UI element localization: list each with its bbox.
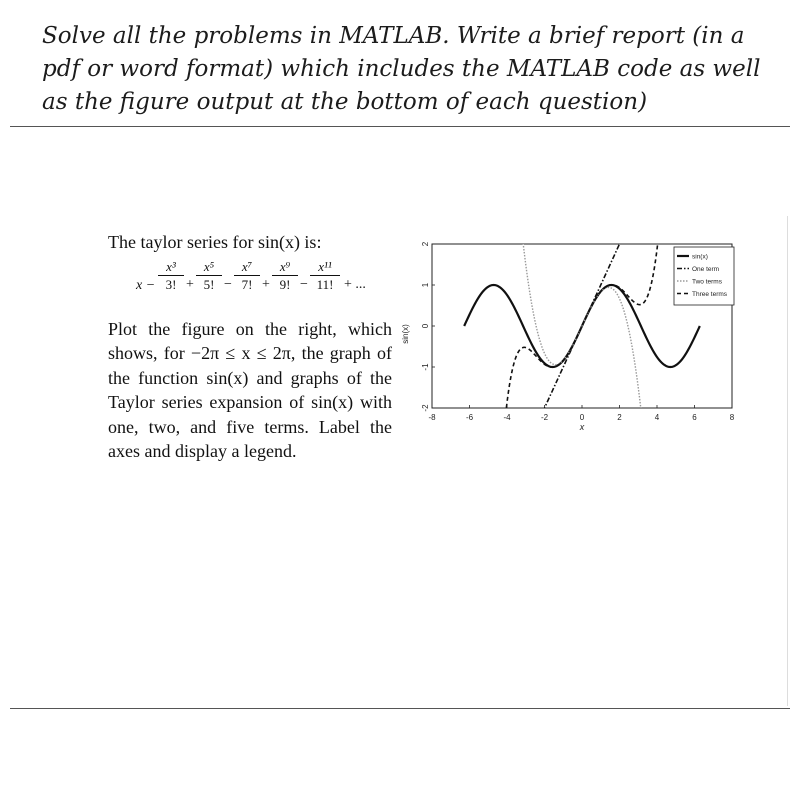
x-tick-label: -8 bbox=[428, 413, 436, 422]
bottom-divider bbox=[10, 708, 790, 709]
legend-label: Three terms bbox=[692, 291, 728, 298]
instruction-text: Solve all the problems in MATLAB. Write a brief report (in a pdf or word format) which includes the MATLAB code as well as the figure output at the bottom of each question) bbox=[42, 23, 761, 115]
problem-body: Plot the figure on the right, which shows, for −2π ≤ x ≤ 2π, the graph of the function sin(x) and graphs of the Taylor series expansion of sin(x) with one, two, and five terms. Label the axes and display a legend. bbox=[108, 318, 392, 461]
y-tick-label: -1 bbox=[421, 363, 431, 371]
x-tick-label: -2 bbox=[540, 413, 549, 422]
legend-label: One term bbox=[692, 266, 720, 273]
x-tick-label: 0 bbox=[579, 413, 585, 422]
y-tick-label: -2 bbox=[421, 404, 431, 412]
taylor-plot bbox=[398, 236, 738, 436]
x-tick-label: 6 bbox=[692, 413, 697, 422]
x-tick-label: -4 bbox=[503, 413, 511, 422]
y-tick-label: 2 bbox=[421, 241, 431, 247]
right-margin-line bbox=[787, 216, 788, 706]
problem-intro: The taylor series for sin(x) is: bbox=[108, 232, 322, 252]
legend-label: Two terms bbox=[692, 278, 722, 286]
x-tick-label: 2 bbox=[617, 413, 622, 422]
formula-term-4: $\frac{\text{x⁹}}{9!}$ bbox=[272, 259, 298, 293]
problem-block bbox=[108, 230, 392, 464]
x-tick-label: -6 bbox=[465, 413, 474, 422]
x-tick-label: 4 bbox=[654, 413, 660, 422]
top-divider bbox=[10, 126, 790, 127]
y-tick-label: 1 bbox=[421, 282, 431, 288]
formula-lead: x − bbox=[136, 277, 156, 293]
formula-term-3: $\frac{\text{x⁷}}{7!}$ bbox=[234, 259, 260, 293]
legend-label: sin(x) bbox=[692, 253, 708, 261]
formula-term-1: $\frac{\text{x³}}{3!}$ bbox=[158, 259, 184, 293]
legend bbox=[674, 247, 734, 305]
y-axis-label: sin(x) bbox=[401, 324, 410, 344]
formula-term-2: $\frac{\text{x⁵}}{5!}$ bbox=[196, 259, 222, 293]
y-tick-label: 0 bbox=[421, 323, 431, 329]
x-tick-label: 8 bbox=[729, 413, 735, 422]
taylor-formula: x − $\frac{\text{x³}}{3!}$ + $\frac{\text{x⁵}}{5!}$ − $\frac{\text{x⁷}}{7!}$ + $\frac{\text{x⁹}}{9!}$ − $\frac{\text{x¹¹}}{11!}$ + ... bbox=[136, 259, 392, 309]
formula-term-5: $\frac{\text{x¹¹}}{11!}$ bbox=[310, 259, 340, 293]
x-axis-label: x bbox=[579, 422, 585, 432]
